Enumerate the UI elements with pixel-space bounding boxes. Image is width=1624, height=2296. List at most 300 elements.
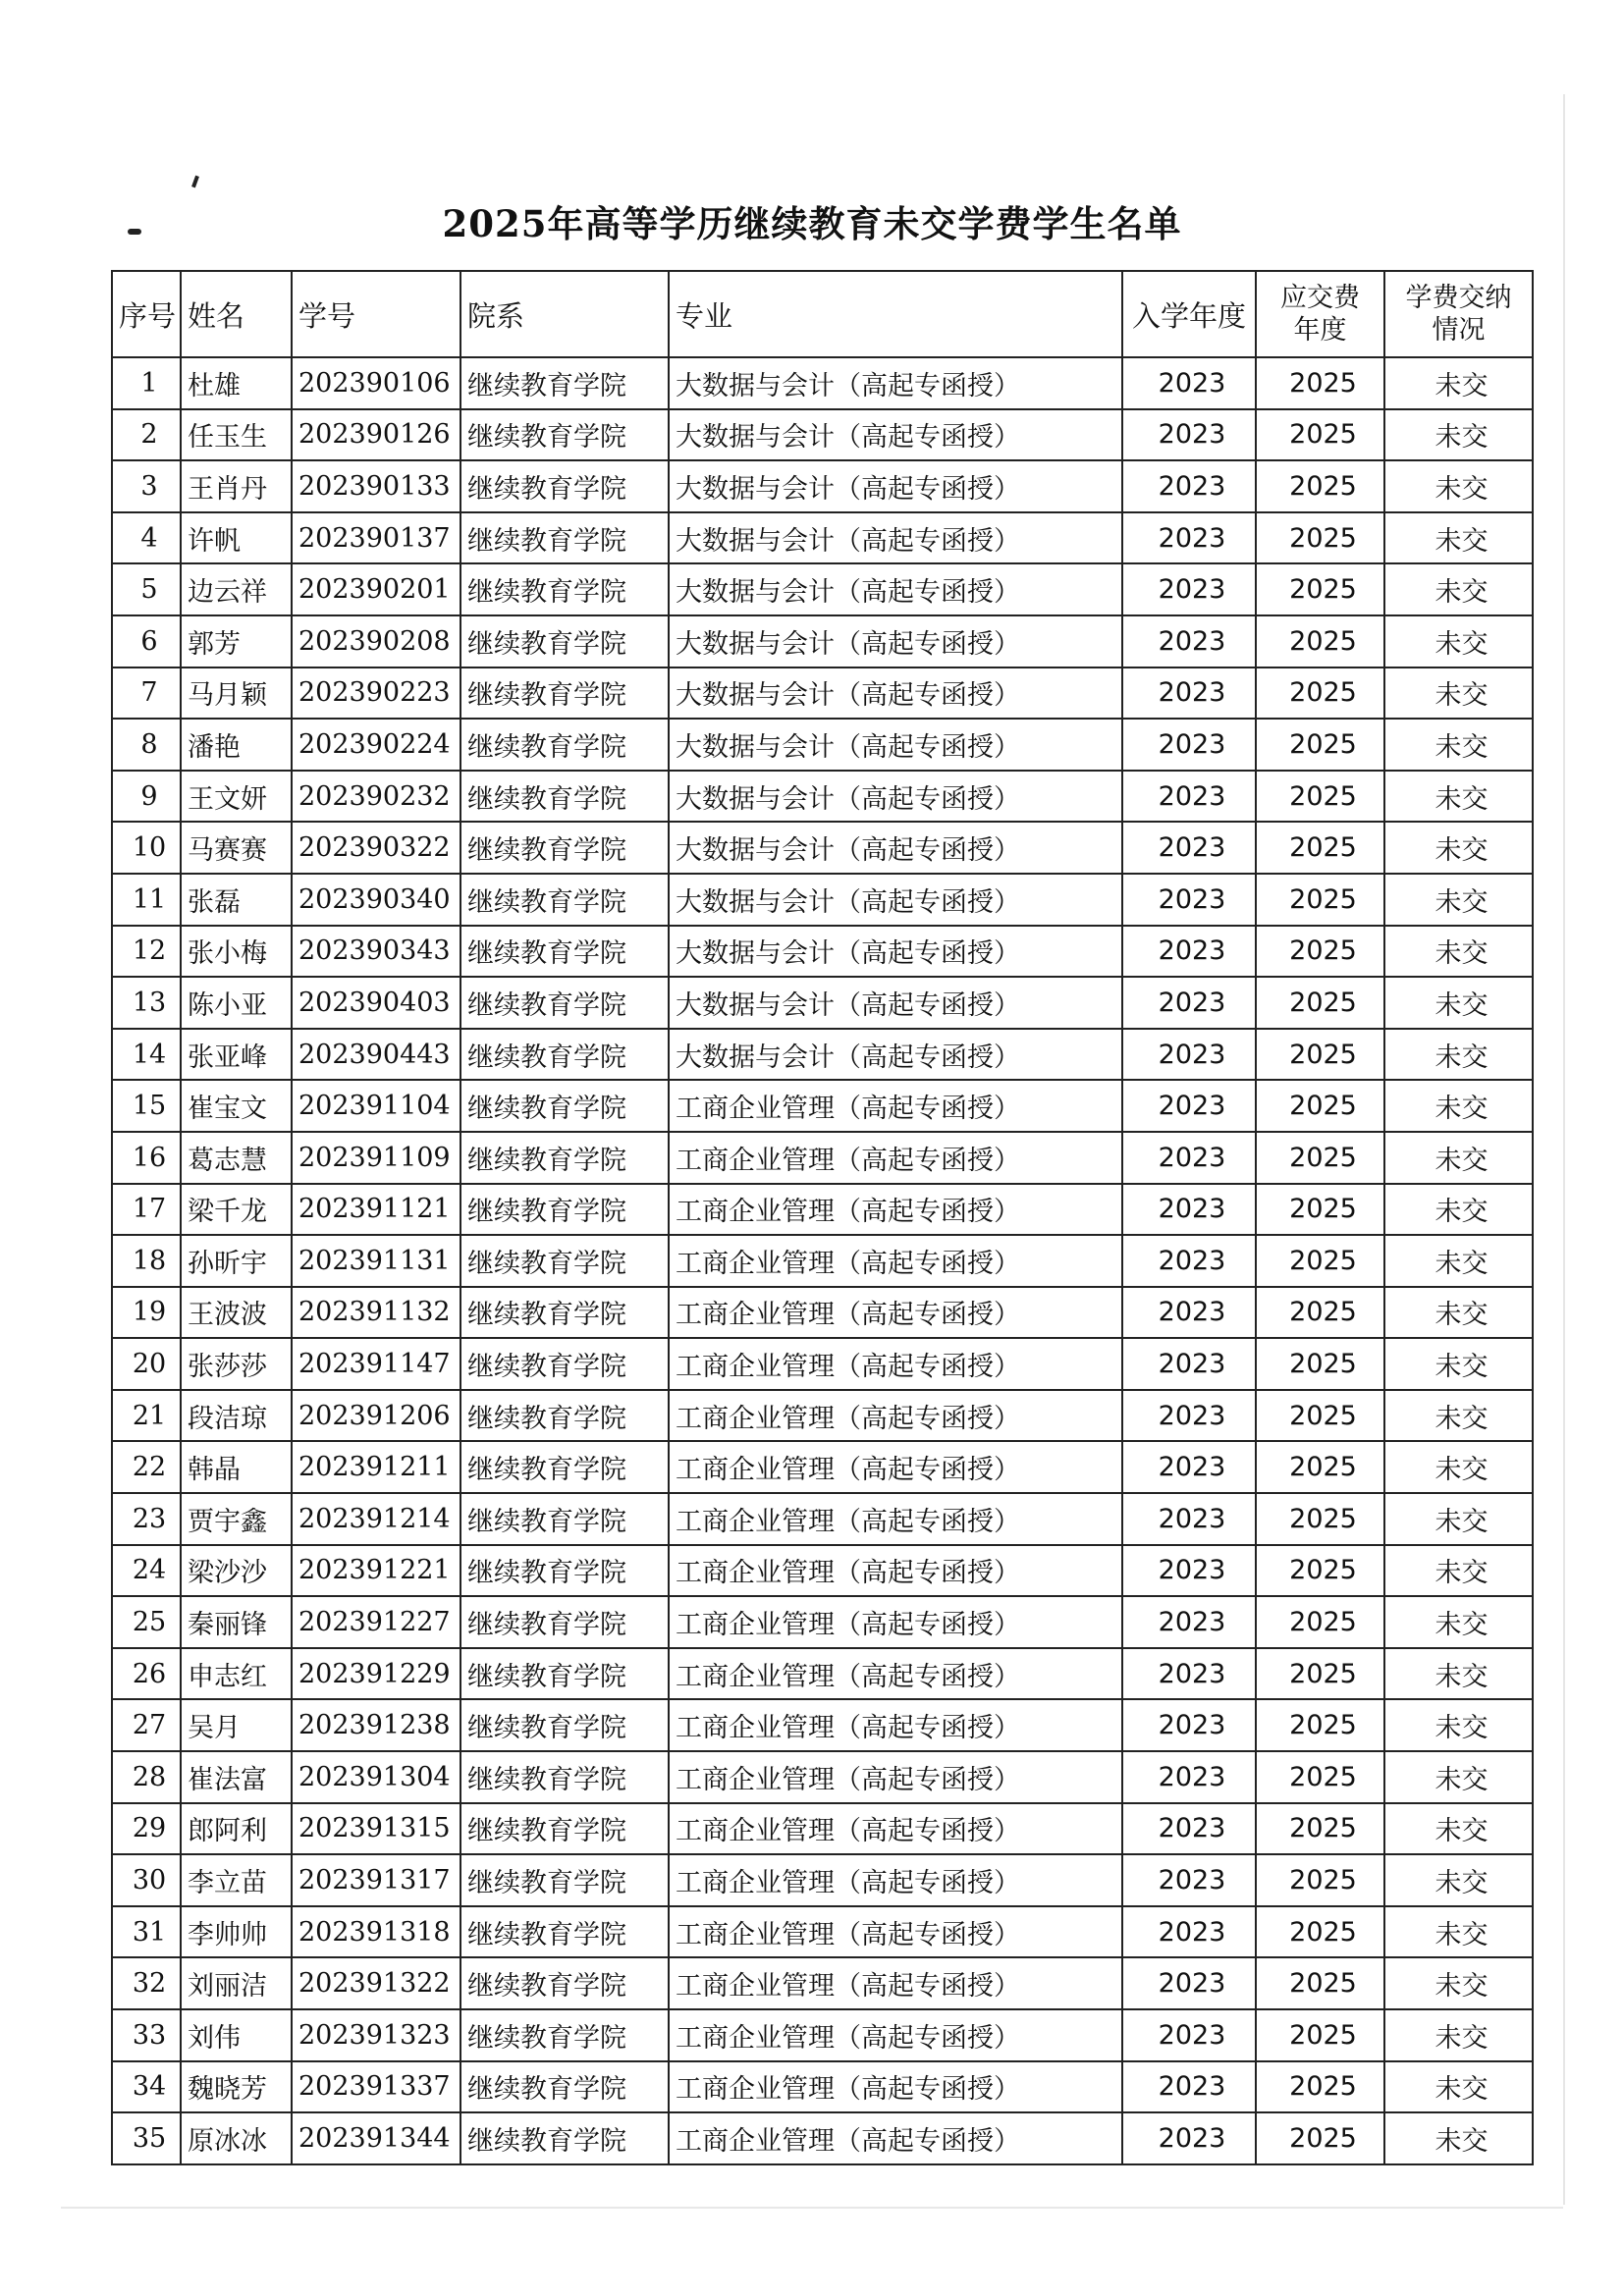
table-row [112, 2061, 1533, 2113]
fee-year: 2025 [1256, 460, 1384, 512]
student-name: 陈小亚 [181, 977, 292, 1029]
payment-status: 未交 [1384, 1235, 1533, 1287]
student-name: 王波波 [181, 1287, 292, 1339]
row-index: 14 [112, 1029, 181, 1081]
student-id: 202390126 [292, 409, 460, 461]
department: 继续教育学院 [460, 667, 669, 720]
table-row [112, 1751, 1533, 1803]
row-index: 10 [112, 822, 181, 874]
fee-year: 2025 [1256, 2061, 1384, 2113]
fee-year: 2025 [1256, 2009, 1384, 2061]
unpaid-tuition-table [111, 270, 1534, 2165]
fee-year: 2025 [1256, 1751, 1384, 1803]
department: 继续教育学院 [460, 409, 669, 461]
department: 继续教育学院 [460, 1338, 669, 1390]
student-name: 马月颖 [181, 667, 292, 720]
row-index: 33 [112, 2009, 181, 2061]
enroll-year: 2023 [1122, 1441, 1256, 1493]
major: 工商企业管理（高起专函授） [669, 1751, 1122, 1803]
table-row [112, 1441, 1533, 1493]
table-row [112, 1390, 1533, 1442]
student-id: 202391323 [292, 2009, 460, 2061]
student-name: 郭芳 [181, 615, 292, 667]
fee-year: 2025 [1256, 1338, 1384, 1390]
fee-year: 2025 [1256, 719, 1384, 771]
payment-status: 未交 [1384, 1184, 1533, 1236]
major: 大数据与会计（高起专函授） [669, 563, 1122, 615]
row-index: 30 [112, 1854, 181, 1906]
student-id: 202391121 [292, 1184, 460, 1236]
table-row [112, 357, 1533, 409]
row-index: 26 [112, 1648, 181, 1700]
header-department: 院系 [460, 271, 669, 357]
student-id: 202391344 [292, 2112, 460, 2164]
enroll-year: 2023 [1122, 1699, 1256, 1751]
payment-status: 未交 [1384, 1132, 1533, 1184]
row-index: 31 [112, 1906, 181, 1958]
header-major: 专业 [669, 271, 1122, 357]
scan-edge-bottom [61, 2207, 1563, 2209]
enroll-year: 2023 [1122, 1906, 1256, 1958]
department: 继续教育学院 [460, 1029, 669, 1081]
department: 继续教育学院 [460, 460, 669, 512]
major: 工商企业管理（高起专函授） [669, 2112, 1122, 2164]
major: 大数据与会计（高起专函授） [669, 926, 1122, 978]
enroll-year: 2023 [1122, 1957, 1256, 2009]
table-row [112, 1648, 1533, 1700]
major: 工商企业管理（高起专函授） [669, 1390, 1122, 1442]
department: 继续教育学院 [460, 771, 669, 823]
table-row [112, 926, 1533, 978]
student-name: 韩晶 [181, 1441, 292, 1493]
enroll-year: 2023 [1122, 2009, 1256, 2061]
department: 继续教育学院 [460, 2112, 669, 2164]
table-body [112, 357, 1533, 2164]
department: 继续教育学院 [460, 719, 669, 771]
table-row [112, 563, 1533, 615]
enroll-year: 2023 [1122, 1493, 1256, 1545]
major: 工商企业管理（高起专函授） [669, 1184, 1122, 1236]
major: 工商企业管理（高起专函授） [669, 1441, 1122, 1493]
department: 继续教育学院 [460, 2061, 669, 2113]
student-id: 202391322 [292, 1957, 460, 2009]
major: 大数据与会计（高起专函授） [669, 667, 1122, 720]
student-name: 李帅帅 [181, 1906, 292, 1958]
student-id: 202391211 [292, 1441, 460, 1493]
fee-year: 2025 [1256, 1287, 1384, 1339]
major: 大数据与会计（高起专函授） [669, 977, 1122, 1029]
enroll-year: 2023 [1122, 2112, 1256, 2164]
payment-status: 未交 [1384, 1338, 1533, 1390]
student-id: 202391109 [292, 1132, 460, 1184]
fee-year: 2025 [1256, 1029, 1384, 1081]
fee-year: 2025 [1256, 1803, 1384, 1855]
payment-status: 未交 [1384, 357, 1533, 409]
enroll-year: 2023 [1122, 1648, 1256, 1700]
fee-year: 2025 [1256, 2112, 1384, 2164]
row-index: 32 [112, 1957, 181, 2009]
fee-year: 2025 [1256, 667, 1384, 720]
table-row [112, 771, 1533, 823]
enroll-year: 2023 [1122, 460, 1256, 512]
student-name: 吴月 [181, 1699, 292, 1751]
student-name: 李立苗 [181, 1854, 292, 1906]
department: 继续教育学院 [460, 1080, 669, 1132]
department: 继续教育学院 [460, 512, 669, 564]
student-name: 杜雄 [181, 357, 292, 409]
fee-year: 2025 [1256, 1132, 1384, 1184]
fee-year: 2025 [1256, 1235, 1384, 1287]
student-name: 原冰冰 [181, 2112, 292, 2164]
student-id: 202391131 [292, 1235, 460, 1287]
fee-year: 2025 [1256, 615, 1384, 667]
fee-year: 2025 [1256, 977, 1384, 1029]
student-name: 许帆 [181, 512, 292, 564]
department: 继续教育学院 [460, 563, 669, 615]
table-row [112, 2112, 1533, 2164]
student-id: 202390224 [292, 719, 460, 771]
department: 继续教育学院 [460, 357, 669, 409]
table-row [112, 1596, 1533, 1648]
major: 工商企业管理（高起专函授） [669, 1906, 1122, 1958]
fee-year: 2025 [1256, 409, 1384, 461]
student-id: 202390133 [292, 460, 460, 512]
row-index: 24 [112, 1545, 181, 1597]
enroll-year: 2023 [1122, 1080, 1256, 1132]
payment-status: 未交 [1384, 771, 1533, 823]
enroll-year: 2023 [1122, 1545, 1256, 1597]
table-row [112, 1235, 1533, 1287]
row-index: 25 [112, 1596, 181, 1648]
table-row [112, 1957, 1533, 2009]
student-name: 张磊 [181, 874, 292, 926]
major: 大数据与会计（高起专函授） [669, 615, 1122, 667]
row-index: 3 [112, 460, 181, 512]
student-name: 贾宇鑫 [181, 1493, 292, 1545]
student-name: 梁沙沙 [181, 1545, 292, 1597]
student-name: 魏晓芳 [181, 2061, 292, 2113]
table-row [112, 1287, 1533, 1339]
student-id: 202390232 [292, 771, 460, 823]
student-name: 崔宝文 [181, 1080, 292, 1132]
student-id: 202390137 [292, 512, 460, 564]
payment-status: 未交 [1384, 1441, 1533, 1493]
row-index: 16 [112, 1132, 181, 1184]
department: 继续教育学院 [460, 874, 669, 926]
payment-status: 未交 [1384, 460, 1533, 512]
row-index: 2 [112, 409, 181, 461]
student-name: 张莎莎 [181, 1338, 292, 1390]
department: 继续教育学院 [460, 2009, 669, 2061]
major: 工商企业管理（高起专函授） [669, 1545, 1122, 1597]
student-id: 202390201 [292, 563, 460, 615]
row-index: 21 [112, 1390, 181, 1442]
fee-year: 2025 [1256, 771, 1384, 823]
student-id: 202391104 [292, 1080, 460, 1132]
enroll-year: 2023 [1122, 1338, 1256, 1390]
student-name: 王肖丹 [181, 460, 292, 512]
table-row [112, 1699, 1533, 1751]
fee-year: 2025 [1256, 1390, 1384, 1442]
student-name: 梁千龙 [181, 1184, 292, 1236]
department: 继续教育学院 [460, 1184, 669, 1236]
enroll-year: 2023 [1122, 977, 1256, 1029]
student-name: 王文妍 [181, 771, 292, 823]
department: 继续教育学院 [460, 1441, 669, 1493]
major: 大数据与会计（高起专函授） [669, 357, 1122, 409]
department: 继续教育学院 [460, 615, 669, 667]
row-index: 7 [112, 667, 181, 720]
student-id: 202391229 [292, 1648, 460, 1700]
student-id: 202391304 [292, 1751, 460, 1803]
student-id: 202391315 [292, 1803, 460, 1855]
student-name: 马赛赛 [181, 822, 292, 874]
table-row [112, 1080, 1533, 1132]
department: 继续教育学院 [460, 1906, 669, 1958]
row-index: 8 [112, 719, 181, 771]
table-row [112, 1493, 1533, 1545]
table-row [112, 667, 1533, 720]
student-id: 202391337 [292, 2061, 460, 2113]
department: 继续教育学院 [460, 1751, 669, 1803]
payment-status: 未交 [1384, 1648, 1533, 1700]
table-row [112, 719, 1533, 771]
major: 工商企业管理（高起专函授） [669, 1132, 1122, 1184]
student-id: 202390106 [292, 357, 460, 409]
department: 继续教育学院 [460, 1957, 669, 2009]
major: 大数据与会计（高起专函授） [669, 719, 1122, 771]
payment-status: 未交 [1384, 1957, 1533, 2009]
enroll-year: 2023 [1122, 1854, 1256, 1906]
fee-year: 2025 [1256, 926, 1384, 978]
student-id: 202390322 [292, 822, 460, 874]
payment-status: 未交 [1384, 409, 1533, 461]
department: 继续教育学院 [460, 1132, 669, 1184]
student-id: 202391317 [292, 1854, 460, 1906]
student-name: 崔法富 [181, 1751, 292, 1803]
payment-status: 未交 [1384, 1029, 1533, 1081]
row-index: 28 [112, 1751, 181, 1803]
enroll-year: 2023 [1122, 822, 1256, 874]
header-enroll-year: 入学年度 [1122, 271, 1256, 357]
fee-year: 2025 [1256, 822, 1384, 874]
header-student-id: 学号 [292, 271, 460, 357]
fee-year: 2025 [1256, 357, 1384, 409]
row-index: 12 [112, 926, 181, 978]
major: 工商企业管理（高起专函授） [669, 2061, 1122, 2113]
payment-status: 未交 [1384, 1596, 1533, 1648]
payment-status: 未交 [1384, 1287, 1533, 1339]
row-index: 11 [112, 874, 181, 926]
student-id: 202390403 [292, 977, 460, 1029]
enroll-year: 2023 [1122, 926, 1256, 978]
student-name: 申志红 [181, 1648, 292, 1700]
enroll-year: 2023 [1122, 357, 1256, 409]
row-index: 34 [112, 2061, 181, 2113]
enroll-year: 2023 [1122, 1132, 1256, 1184]
department: 继续教育学院 [460, 822, 669, 874]
fee-year: 2025 [1256, 1906, 1384, 1958]
row-index: 29 [112, 1803, 181, 1855]
scan-edge-right [1563, 94, 1565, 2205]
major: 大数据与会计（高起专函授） [669, 409, 1122, 461]
major: 大数据与会计（高起专函授） [669, 874, 1122, 926]
major: 工商企业管理（高起专函授） [669, 1803, 1122, 1855]
table-row [112, 460, 1533, 512]
table-row [112, 1338, 1533, 1390]
student-name: 秦丽锋 [181, 1596, 292, 1648]
major: 工商企业管理（高起专函授） [669, 1648, 1122, 1700]
major: 工商企业管理（高起专函授） [669, 1596, 1122, 1648]
student-id: 202391238 [292, 1699, 460, 1751]
student-id: 202390343 [292, 926, 460, 978]
payment-status: 未交 [1384, 719, 1533, 771]
header-fee-year: 应交费 年度 [1256, 271, 1384, 357]
fee-year: 2025 [1256, 1957, 1384, 2009]
department: 继续教育学院 [460, 1235, 669, 1287]
payment-status: 未交 [1384, 1545, 1533, 1597]
row-index: 6 [112, 615, 181, 667]
student-id: 202391227 [292, 1596, 460, 1648]
table-row [112, 1029, 1533, 1081]
payment-status: 未交 [1384, 1493, 1533, 1545]
enroll-year: 2023 [1122, 1596, 1256, 1648]
student-id: 202390208 [292, 615, 460, 667]
payment-status: 未交 [1384, 1699, 1533, 1751]
row-index: 18 [112, 1235, 181, 1287]
department: 继续教育学院 [460, 1287, 669, 1339]
table-row [112, 1906, 1533, 1958]
payment-status: 未交 [1384, 563, 1533, 615]
table-row [112, 1803, 1533, 1855]
student-name: 张小梅 [181, 926, 292, 978]
student-id: 202390340 [292, 874, 460, 926]
enroll-year: 2023 [1122, 1287, 1256, 1339]
enroll-year: 2023 [1122, 1029, 1256, 1081]
department: 继续教育学院 [460, 1803, 669, 1855]
student-name: 张亚峰 [181, 1029, 292, 1081]
payment-status: 未交 [1384, 2112, 1533, 2164]
enroll-year: 2023 [1122, 2061, 1256, 2113]
fee-year: 2025 [1256, 1545, 1384, 1597]
fee-year: 2025 [1256, 1184, 1384, 1236]
major: 工商企业管理（高起专函授） [669, 1235, 1122, 1287]
department: 继续教育学院 [460, 1545, 669, 1597]
enroll-year: 2023 [1122, 1803, 1256, 1855]
fee-year: 2025 [1256, 1441, 1384, 1493]
student-id: 202391221 [292, 1545, 460, 1597]
major: 大数据与会计（高起专函授） [669, 460, 1122, 512]
payment-status: 未交 [1384, 2061, 1533, 2113]
fee-year: 2025 [1256, 1596, 1384, 1648]
department: 继续教育学院 [460, 1648, 669, 1700]
payment-status: 未交 [1384, 512, 1533, 564]
student-name: 郎阿利 [181, 1803, 292, 1855]
payment-status: 未交 [1384, 1080, 1533, 1132]
enroll-year: 2023 [1122, 667, 1256, 720]
student-name: 段洁琼 [181, 1390, 292, 1442]
student-id: 202390443 [292, 1029, 460, 1081]
enroll-year: 2023 [1122, 719, 1256, 771]
payment-status: 未交 [1384, 615, 1533, 667]
payment-status: 未交 [1384, 1854, 1533, 1906]
department: 继续教育学院 [460, 1854, 669, 1906]
payment-status: 未交 [1384, 1390, 1533, 1442]
major: 工商企业管理（高起专函授） [669, 1287, 1122, 1339]
major: 大数据与会计（高起专函授） [669, 512, 1122, 564]
major: 工商企业管理（高起专函授） [669, 1957, 1122, 2009]
department: 继续教育学院 [460, 1596, 669, 1648]
row-index: 9 [112, 771, 181, 823]
table-row [112, 822, 1533, 874]
student-id: 202391132 [292, 1287, 460, 1339]
table-header-row [112, 271, 1533, 357]
table-row [112, 874, 1533, 926]
row-index: 27 [112, 1699, 181, 1751]
student-id: 202391318 [292, 1906, 460, 1958]
table-row [112, 615, 1533, 667]
row-index: 35 [112, 2112, 181, 2164]
header-payment-status: 学费交纳 情况 [1384, 271, 1533, 357]
department: 继续教育学院 [460, 1699, 669, 1751]
student-id: 202390223 [292, 667, 460, 720]
payment-status: 未交 [1384, 667, 1533, 720]
major: 大数据与会计（高起专函授） [669, 822, 1122, 874]
enroll-year: 2023 [1122, 615, 1256, 667]
row-index: 23 [112, 1493, 181, 1545]
major: 工商企业管理（高起专函授） [669, 1493, 1122, 1545]
fee-year: 2025 [1256, 1699, 1384, 1751]
major: 大数据与会计（高起专函授） [669, 1029, 1122, 1081]
header-index: 序号 [112, 271, 181, 357]
student-name: 葛志慧 [181, 1132, 292, 1184]
enroll-year: 2023 [1122, 1235, 1256, 1287]
department: 继续教育学院 [460, 1493, 669, 1545]
major: 工商企业管理（高起专函授） [669, 2009, 1122, 2061]
enroll-year: 2023 [1122, 1390, 1256, 1442]
page-title: 2025年高等学历继续教育未交学费学生名单 [442, 202, 1182, 245]
payment-status: 未交 [1384, 2009, 1533, 2061]
major: 工商企业管理（高起专函授） [669, 1854, 1122, 1906]
department: 继续教育学院 [460, 926, 669, 978]
fee-year: 2025 [1256, 1080, 1384, 1132]
table-row [112, 1545, 1533, 1597]
enroll-year: 2023 [1122, 1184, 1256, 1236]
enroll-year: 2023 [1122, 1751, 1256, 1803]
row-index: 17 [112, 1184, 181, 1236]
enroll-year: 2023 [1122, 563, 1256, 615]
fee-year: 2025 [1256, 1648, 1384, 1700]
student-id: 202391147 [292, 1338, 460, 1390]
student-name: 边云祥 [181, 563, 292, 615]
payment-status: 未交 [1384, 1906, 1533, 1958]
fee-year: 2025 [1256, 512, 1384, 564]
row-index: 15 [112, 1080, 181, 1132]
student-name: 任玉生 [181, 409, 292, 461]
header-name: 姓名 [181, 271, 292, 357]
fee-year: 2025 [1256, 874, 1384, 926]
table-row [112, 409, 1533, 461]
row-index: 22 [112, 1441, 181, 1493]
row-index: 13 [112, 977, 181, 1029]
student-name: 刘伟 [181, 2009, 292, 2061]
enroll-year: 2023 [1122, 409, 1256, 461]
table-row [112, 1184, 1533, 1236]
department: 继续教育学院 [460, 1390, 669, 1442]
payment-status: 未交 [1384, 822, 1533, 874]
table-row [112, 1132, 1533, 1184]
enroll-year: 2023 [1122, 874, 1256, 926]
